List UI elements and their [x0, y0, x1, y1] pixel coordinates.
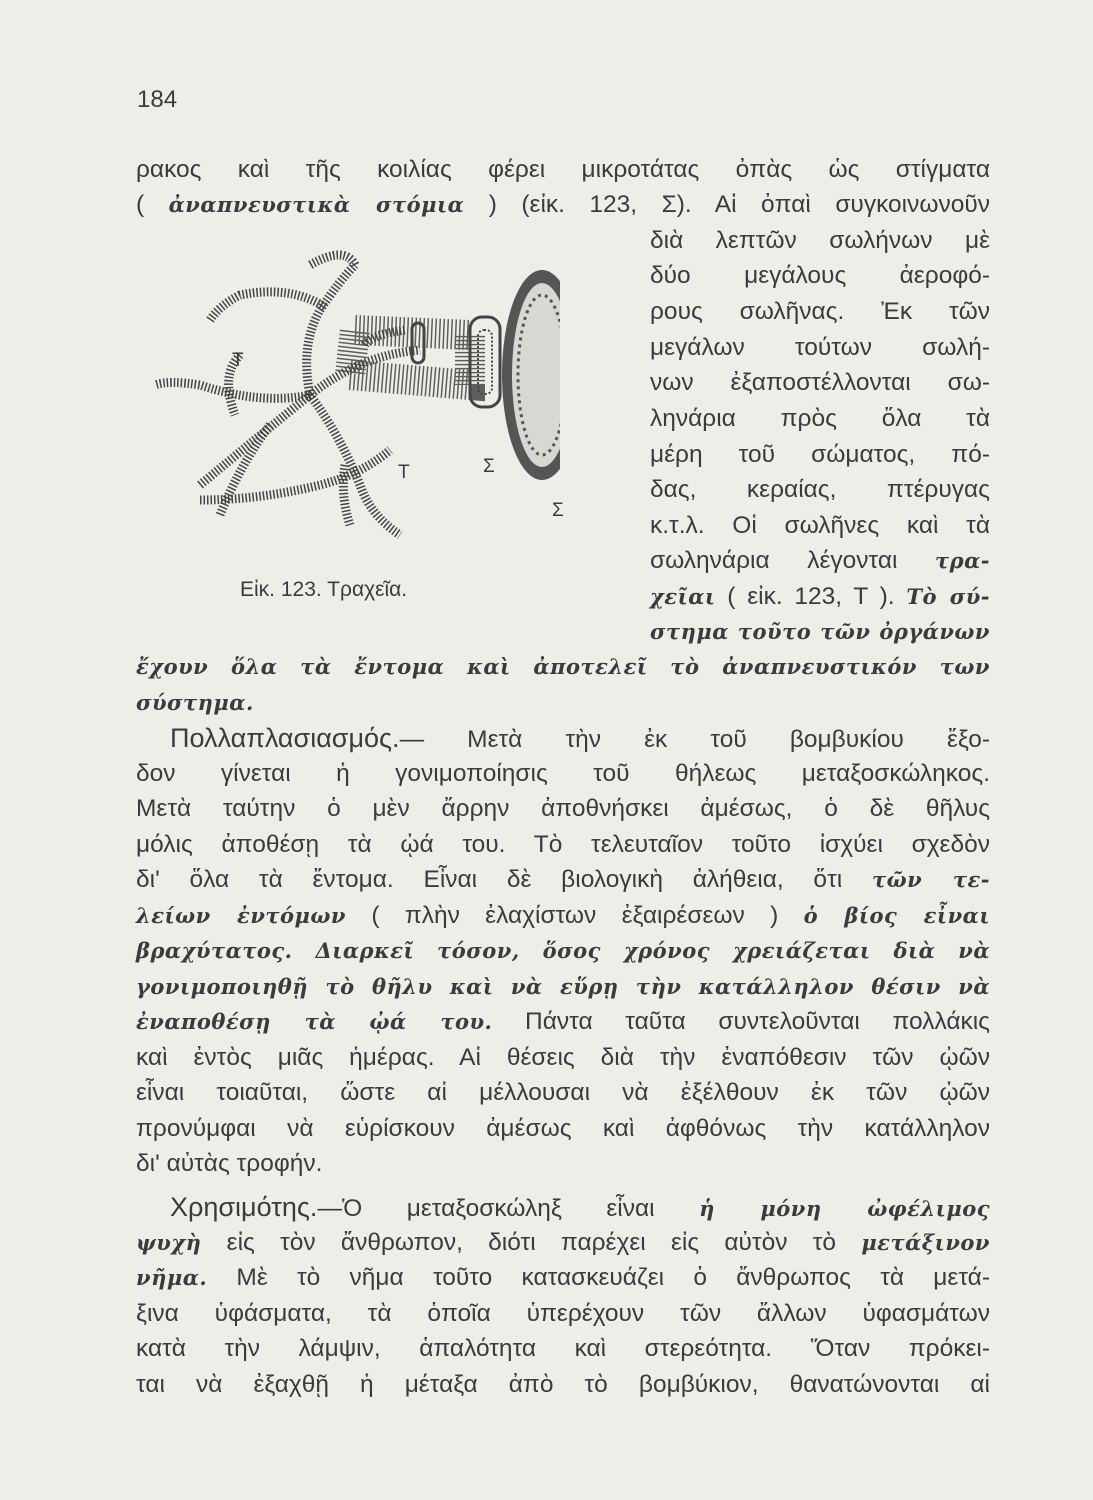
- text-line: [650, 226, 990, 256]
- text-run: κατὰ τὴν λάμψιν, ἁπαλότητα καὶ στερεότητα. Ὅταν πρόκει-: [136, 1335, 990, 1362]
- text-run: προνύμφαι νὰ εὑρίσκουν ἀμέσως καὶ ἀφθόνως τὴν κατάλληλον: [136, 1115, 990, 1142]
- text-line: [136, 830, 990, 860]
- section-heading: Πολλαπλασιασμός.: [170, 723, 400, 753]
- text-line: [136, 1078, 990, 1108]
- text-run: Πάντα ταῦτα συντελοῦνται πολλάκις: [492, 1008, 990, 1035]
- text-run: ) (εἰκ. 123, Σ). Αἱ ὀπαὶ συγκοινωνοῦν: [464, 191, 991, 218]
- text-line: [650, 368, 990, 398]
- emphasis-text: χεῖαι: [650, 584, 716, 609]
- text-line: [170, 1192, 990, 1222]
- text-run: εἰς τὸν ἄνθρωπον, διότι παρέχει εἰς αὐτὸν τὸ: [201, 1229, 862, 1256]
- text-run: δι' ὅλα τὰ ἔντομα. Εἶναι δὲ βιολογικὴ ἀλήθεια, ὅτι: [136, 866, 872, 893]
- text-line: [136, 1370, 990, 1400]
- text-run: — Μετὰ τὴν ἐκ τοῦ βομβυκίου ἔξο-: [399, 726, 990, 753]
- emphasis-text: νῆμα.: [136, 1265, 208, 1290]
- figure-caption: Εἰκ. 123. Τραχεῖα.: [240, 578, 408, 601]
- text-line: [170, 723, 990, 753]
- text-line: [136, 1299, 990, 1329]
- text-run: ( πλὴν ἐλαχίστων ἐξαιρέσεων ): [345, 902, 804, 929]
- section-heading: Χρησιμότης.: [170, 1192, 318, 1222]
- emphasis-text: λείων ἐντόμων: [136, 903, 346, 928]
- text-line: [650, 511, 990, 541]
- text-line: [136, 1043, 990, 1073]
- text-line: [136, 759, 990, 789]
- text-line: [650, 297, 990, 327]
- figure-label: T: [232, 350, 244, 371]
- text-line: [136, 1007, 990, 1037]
- text-run: Μὲ τὸ νῆμα τοῦτο κατασκευάζει ὁ ἄνθρωπος τὰ μετά-: [207, 1264, 990, 1291]
- text-run: δύο μεγάλους ἀεροφό-: [650, 262, 990, 289]
- text-run: Μετὰ ταύτην ὁ μὲν ἄρρην ἀποθνήσκει ἀμέσως, ὁ δὲ θῆλυς: [136, 795, 990, 822]
- text-run: μεγάλων τούτων σωλή-: [650, 334, 990, 361]
- text-line: [136, 865, 990, 895]
- text-line: [650, 440, 990, 470]
- text-line: [136, 1114, 990, 1144]
- text-line: [136, 1149, 990, 1179]
- text-line: [650, 475, 990, 505]
- figure-label: Σ: [552, 500, 564, 521]
- text-line: [136, 1263, 990, 1293]
- text-run: νων ἐξαποστέλλονται σω-: [650, 369, 990, 396]
- text-run: μέρη τοῦ σώματος, πό-: [650, 441, 990, 468]
- emphasis-text: ἡ μόνη ὠφέλιμος: [699, 1196, 991, 1221]
- emphasis-text: σύστημα.: [136, 690, 254, 715]
- emphasis-text: γονιμοποιηθῇ τὸ θῆλυ καὶ νὰ εὕρῃ τὴν κατάλληλον θέσιν νὰ: [136, 974, 990, 999]
- text-line: [650, 333, 990, 363]
- text-run: δον γίνεται ἡ γονιμοποίησις τοῦ θήλεως μεταξοσκώληκος.: [136, 760, 990, 787]
- text-run: ξινα ὑφάσματα, τὰ ὁποῖα ὑπερέχουν τῶν ἄλλων ὑφασμάτων: [136, 1300, 990, 1327]
- emphasis-text: μετάξινον: [861, 1230, 990, 1255]
- emphasis-text: ἀναπνευστικὰ στόμια: [168, 192, 465, 217]
- text-run: ληνάρια πρὸς ὅλα τὰ: [650, 405, 990, 432]
- text-run: κ.τ.λ. Οἱ σωλῆνες καὶ τὰ: [650, 512, 990, 539]
- text-line: [136, 652, 990, 682]
- text-line: [650, 617, 990, 647]
- emphasis-text: Τὸ σύ-: [906, 584, 990, 609]
- text-line: [136, 936, 990, 966]
- text-run: ται νὰ ἐξαχθῇ ἡ μέταξα ἀπὸ τὸ βομβύκιον, θανατώνονται αἱ: [136, 1371, 990, 1398]
- text-run: διὰ λεπτῶν σωλήνων μὲ: [650, 227, 990, 254]
- text-line: [136, 1228, 990, 1258]
- text-run: ρακος καὶ τῆς κοιλίας φέρει μικροτάτας ὀπὰς ὡς στίγματα: [136, 156, 990, 183]
- text-run: ρους σωλῆνας. Ἐκ τῶν: [650, 298, 990, 325]
- emphasis-text: ἔχουν ὅλα τὰ ἔντομα καὶ ἀποτελεῖ τὸ ἀναπνευστικόν των: [136, 654, 990, 679]
- text-line: [136, 901, 990, 931]
- text-line: [136, 155, 990, 185]
- text-run: ( εἰκ. 123, Τ ).: [715, 583, 907, 610]
- emphasis-text: στημα τοῦτο τῶν ὀργάνων: [650, 619, 990, 644]
- text-line: [136, 972, 990, 1002]
- figure-trachea: [140, 235, 560, 580]
- emphasis-text: ψυχὴ: [136, 1230, 202, 1255]
- page-number: 184: [137, 86, 178, 113]
- text-line: [650, 404, 990, 434]
- text-line: [136, 688, 990, 718]
- text-line: [136, 1334, 990, 1364]
- emphasis-text: τρα-: [935, 548, 990, 573]
- text-line: [650, 546, 990, 576]
- text-run: μόλις ἀποθέσῃ τὰ ᾠά του. Τὸ τελευταῖον τοῦτο ἰσχύει σχεδὸν: [136, 831, 990, 858]
- emphasis-text: βραχύτατος. Διαρκεῖ τόσον, ὅσος χρόνος χρειάζεται διὰ νὰ: [136, 938, 990, 963]
- figure-label: Σ: [483, 456, 495, 477]
- text-run: σωληνάρια λέγονται: [650, 547, 936, 574]
- text-line: [650, 261, 990, 291]
- text-run: δας, κεραίας, πτέρυγας: [650, 476, 990, 503]
- emphasis-text: ἐναποθέσῃ τὰ ᾠά του.: [136, 1009, 493, 1034]
- text-run: καὶ ἐντὸς μιᾶς ἡμέρας. Αἱ θέσεις διὰ τὴν ἐναπόθεσιν τῶν ᾠῶν: [136, 1044, 990, 1071]
- text-run: (: [136, 191, 169, 218]
- text-run: —Ὁ μεταξοσκώληξ εἶναι: [317, 1195, 700, 1222]
- trachea-illustration: [140, 235, 560, 575]
- text-run: εἶναι τοιαῦται, ὥστε αἱ μέλλουσαι νὰ ἐξέλθουν ἐκ τῶν ᾠῶν: [136, 1079, 990, 1106]
- figure-label: T: [398, 462, 410, 483]
- emphasis-text: ὁ βίος εἶναι: [803, 903, 990, 928]
- text-line: [136, 190, 990, 220]
- text-line: [650, 582, 990, 612]
- emphasis-text: τῶν τε-: [871, 867, 990, 892]
- text-run: δι' αὐτὰς τροφήν.: [136, 1150, 323, 1177]
- text-line: [136, 794, 990, 824]
